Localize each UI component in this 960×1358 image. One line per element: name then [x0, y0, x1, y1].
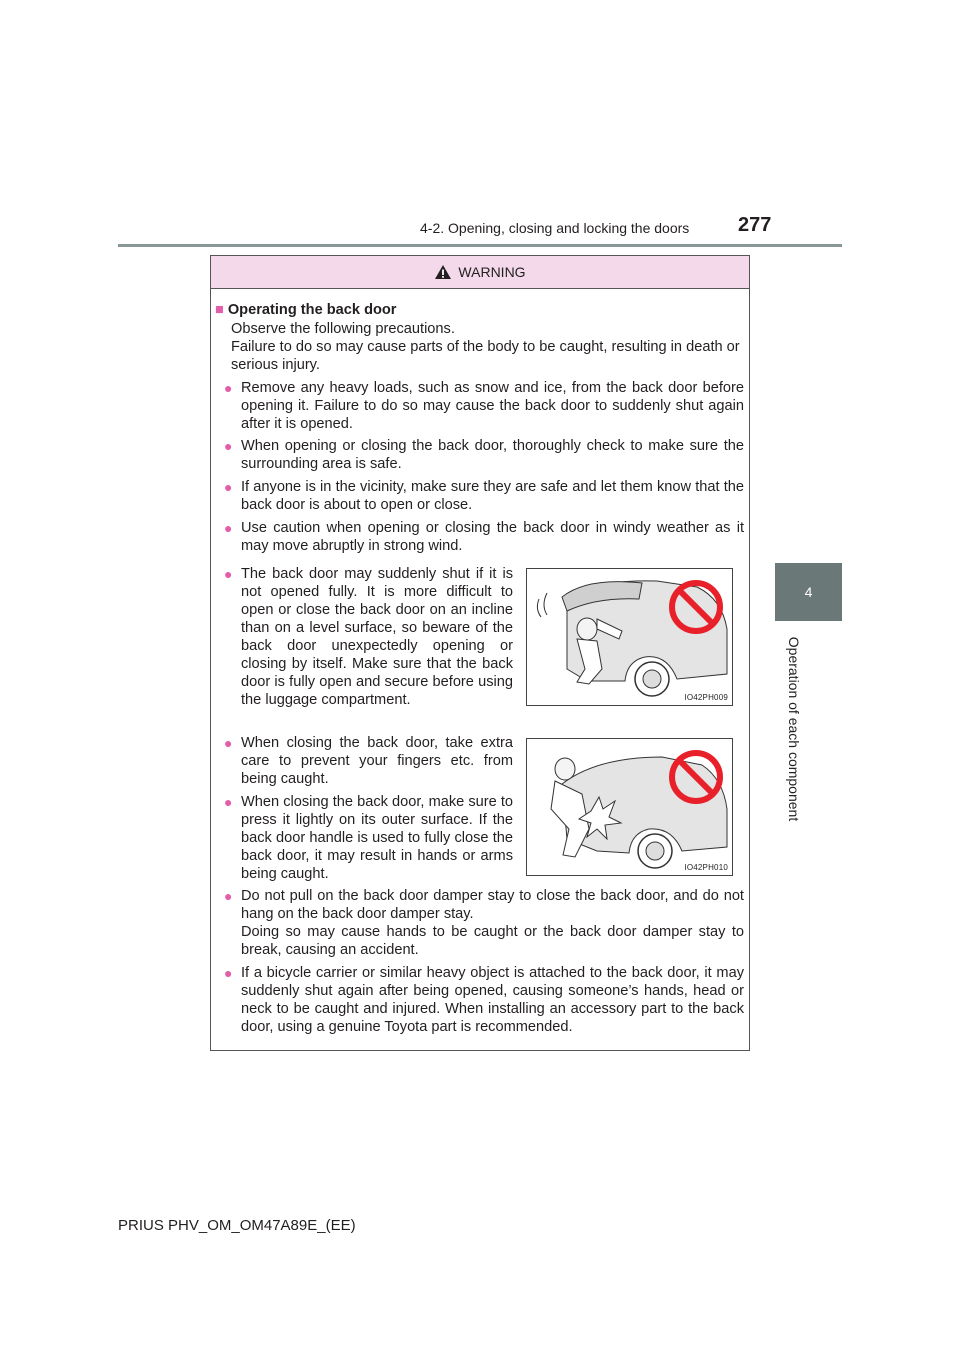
figure-code: IO42PH009 [684, 693, 728, 702]
circle-bullet-icon: ● [224, 520, 233, 536]
bullet-fingers [224, 734, 513, 788]
warning-heading [215, 301, 397, 319]
circle-bullet-icon: ● [224, 888, 233, 904]
bullet-damper-stay [224, 887, 744, 923]
bullet-text: If anyone is in the vicinity, make sure they are safe and let them know that the back door is about to open or close. [241, 479, 744, 513]
intro-line-2: Failure to do so may cause parts of the body to be caught, resulting in death or serious injury. [231, 339, 740, 373]
circle-bullet-icon: ● [224, 735, 233, 751]
circle-bullet-icon: ● [224, 794, 233, 810]
bullet-check-area [224, 437, 744, 473]
circle-bullet-icon: ● [224, 479, 233, 495]
bullet-windy [224, 519, 744, 555]
circle-bullet-icon: ● [224, 965, 233, 981]
bullet-text: When opening or closing the back door, thoroughly check to make sure the surrounding area is safe. [241, 438, 744, 472]
warning-header [211, 256, 749, 289]
square-bullet-icon: ■ [215, 302, 224, 318]
warning-title: WARNING [458, 264, 526, 280]
chapter-tab-label [784, 634, 804, 824]
prohibition-icon [668, 579, 724, 635]
bullet-text: When closing the back door, take extra care to prevent your fingers etc. from being caught. [241, 735, 513, 787]
chapter-label: Operation of each component [786, 636, 802, 822]
circle-bullet-icon: ● [224, 438, 233, 454]
bullet-text: Remove any heavy loads, such as snow and ice, from the back door before opening it. Failure to do so may cause the back door to suddenly shut again after it is opened. [241, 380, 744, 432]
warning-triangle-icon [434, 264, 452, 280]
bullet-heavy-loads [224, 379, 744, 433]
bullet-text: When closing the back door, make sure to press it lightly on its outer surface. If the back door handle is used to fully close the back door, it may result in hands or arms being caught. [241, 794, 513, 882]
section-title: 4-2. Opening, closing and locking the doors [420, 220, 690, 236]
figure-back-door-opening [526, 568, 733, 706]
circle-bullet-icon: ● [224, 566, 233, 582]
bullet-text: Do not pull on the back door damper stay to close the back door, and do not hang on the back door damper stay. [241, 888, 744, 922]
damper-consequence: Doing so may cause hands to be caught or the back door damper stay to break, causing an accident. [241, 924, 744, 958]
page-number: 277 [738, 214, 772, 236]
bullet-incline [224, 565, 513, 709]
bullet-text: Use caution when opening or closing the back door in windy weather as it may move abruptly in strong wind. [241, 520, 744, 554]
bullet-text: If a bicycle carrier or similar heavy object is attached to the back door, it may suddenly shut again after being opened, causing someone’s hands, head or neck to be caught and injured. When installing an accessory part to the back door, using a genuine Toyota part is recommended. [241, 965, 744, 1035]
heading-text: Operating the back door [227, 302, 397, 318]
warning-box [210, 255, 750, 1051]
prohibition-icon [668, 749, 724, 805]
figure-code: IO42PH010 [684, 863, 728, 872]
header-divider [118, 244, 842, 247]
chapter-number: 4 [804, 584, 813, 600]
intro-line-1: Observe the following precautions. [231, 321, 455, 337]
bullet-text: The back door may suddenly shut if it is not opened fully. It is more difficult to open or close the back door on an incline than on a level surface, so beware of the back door unexpectedly opening or closing by itself. Make sure that the back door is fully open and secure before using the luggage compartment. [241, 566, 513, 708]
bullet-vicinity [224, 478, 744, 514]
chapter-tab-number [775, 563, 842, 621]
figure-back-door-closing [526, 738, 733, 876]
bullet-bicycle-carrier [224, 964, 744, 1036]
bullet-press-lightly [224, 793, 513, 883]
circle-bullet-icon: ● [224, 380, 233, 396]
document-code: PRIUS PHV_OM_OM47A89E_(EE) [118, 1217, 356, 1234]
